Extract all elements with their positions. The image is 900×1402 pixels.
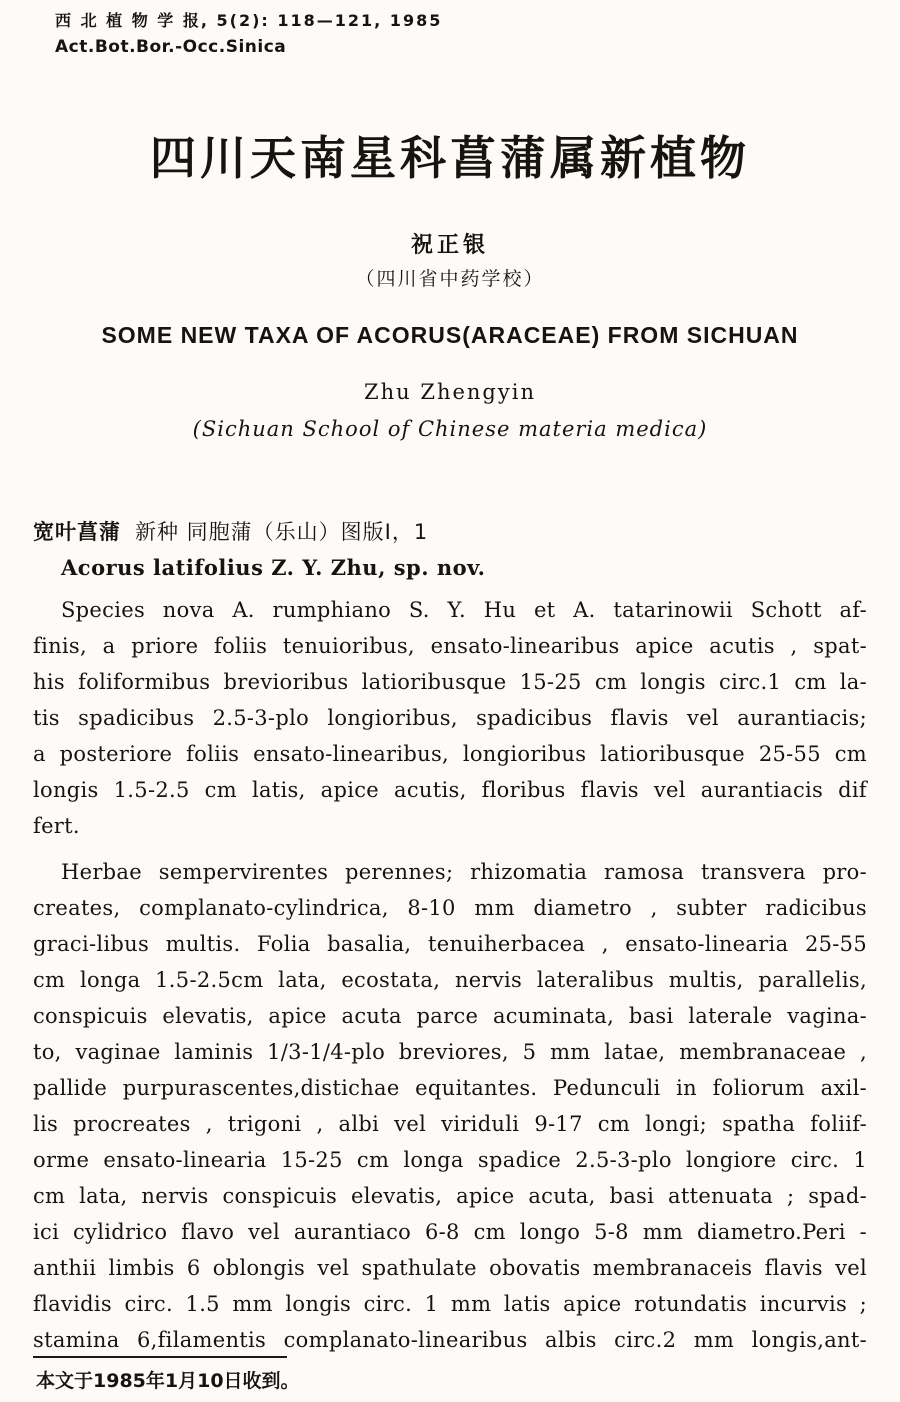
body-line: anthii limbis 6 oblongis vel spathulate obovatis membranaceis flavis vel bbox=[33, 1256, 867, 1280]
article-title-en: SOME NEW TAXA OF ACORUS(ARACEAE) FROM SICHUAN bbox=[101, 322, 799, 348]
body-line: to, vaginae laminis 1/3-1/4-plo breviores, 5 mm latae, membranaceae , bbox=[33, 1040, 867, 1064]
taxon-heading-rest: 新种 同胞蒲（乐山）图版Ⅰ，1 bbox=[135, 520, 429, 544]
footnote-divider bbox=[33, 1356, 287, 1358]
diagnosis-lines bbox=[33, 592, 867, 808]
received-date-footnote: 本文于1985年1月10日收到。 bbox=[36, 1370, 300, 1392]
body-line: flavidis circ. 1.5 mm longis circ. 1 mm latis apice rotundatis incurvis ; bbox=[33, 1292, 867, 1316]
body-line: Species nova A. rumphiano S. Y. Hu et A. tatarinowii Schott af- bbox=[61, 598, 867, 622]
body-line: cm longa 1.5-2.5cm lata, ecostata, nervis lateralibus multis, parallelis, bbox=[33, 968, 867, 992]
body-line: stamina 6,filamentis complanato-linearibus albis circ.2 mm longis,ant- bbox=[33, 1328, 867, 1352]
body-line: a posteriore foliis ensato-linearibus, longioribus latioribusque 25-55 cm bbox=[33, 742, 867, 766]
body-line: cm lata, nervis conspicuis elevatis, apice acuta, basi attenuata ; spad- bbox=[33, 1184, 867, 1208]
author-name-cn: 祝正银 bbox=[410, 233, 489, 258]
body-line: creates, complanato-cylindrica, 8-10 mm diametro , subter radicibus bbox=[33, 896, 867, 920]
body-line: finis, a priore foliis tenuioribus, ensato-linearibus apice acutis , spat- bbox=[33, 634, 867, 658]
body-line: his foliformibus brevioribus latioribusque 15-25 cm longis circ.1 cm la- bbox=[33, 670, 867, 694]
affiliation-en: (Sichuan School of Chinese materia medica) bbox=[192, 417, 708, 441]
article-title-cn: 四川天南星科菖蒲属新植物 bbox=[150, 131, 750, 185]
body-line: lis procreates , trigoni , albi vel viriduli 9-17 cm longi; spatha foliif- bbox=[33, 1112, 867, 1136]
body-line: pallide purpurascentes,distichae equitantes. Pedunculi in foliorum axil- bbox=[33, 1076, 867, 1100]
body-line: graci-libus multis. Folia basalia, tenuiherbacea , ensato-linearia 25-55 bbox=[33, 932, 867, 956]
article-body bbox=[33, 514, 867, 1358]
body-line: longis 1.5-2.5 cm latis, apice acutis, floribus flavis vel aurantiacis dif bbox=[33, 778, 867, 802]
author-name-en: Zhu Zhengyin bbox=[364, 380, 536, 404]
species-name-latin: Acorus latifolius Z. Y. Zhu, sp. nov. bbox=[61, 555, 486, 580]
taxon-name-cn: 宽叶菖蒲 bbox=[33, 520, 121, 544]
journal-citation-cn: 西 北 植 物 学 报, 5(2): 118—121, 1985 bbox=[55, 11, 443, 30]
body-line: tis spadicibus 2.5-3-plo longioribus, spadicibus flavis vel aurantiacis; bbox=[33, 706, 867, 730]
description-paragraph bbox=[33, 854, 867, 1358]
journal-masthead bbox=[55, 8, 442, 57]
body-line: conspicuis elevatis, apice acuta parce acuminata, basi laterale vagina- bbox=[33, 1004, 867, 1028]
affiliation-cn: （四川省中药学校） bbox=[355, 268, 545, 290]
diagnosis-last-line: fert. bbox=[33, 814, 80, 838]
taxon-heading bbox=[33, 514, 867, 550]
journal-abbreviation: Act.Bot.Bor.-Occ.Sinica bbox=[55, 37, 287, 57]
body-line: orme ensato-linearia 15-25 cm longa spadice 2.5-3-plo longiore circ. 1 bbox=[33, 1148, 867, 1172]
diagnosis-paragraph bbox=[33, 592, 867, 844]
body-line: Herbae sempervirentes perennes; rhizomatia ramosa transvera pro- bbox=[61, 860, 867, 884]
description-lines bbox=[33, 854, 867, 1358]
body-line: ici cylidrico flavo vel aurantiaco 6-8 cm longo 5-8 mm diametro.Peri - bbox=[33, 1220, 867, 1244]
